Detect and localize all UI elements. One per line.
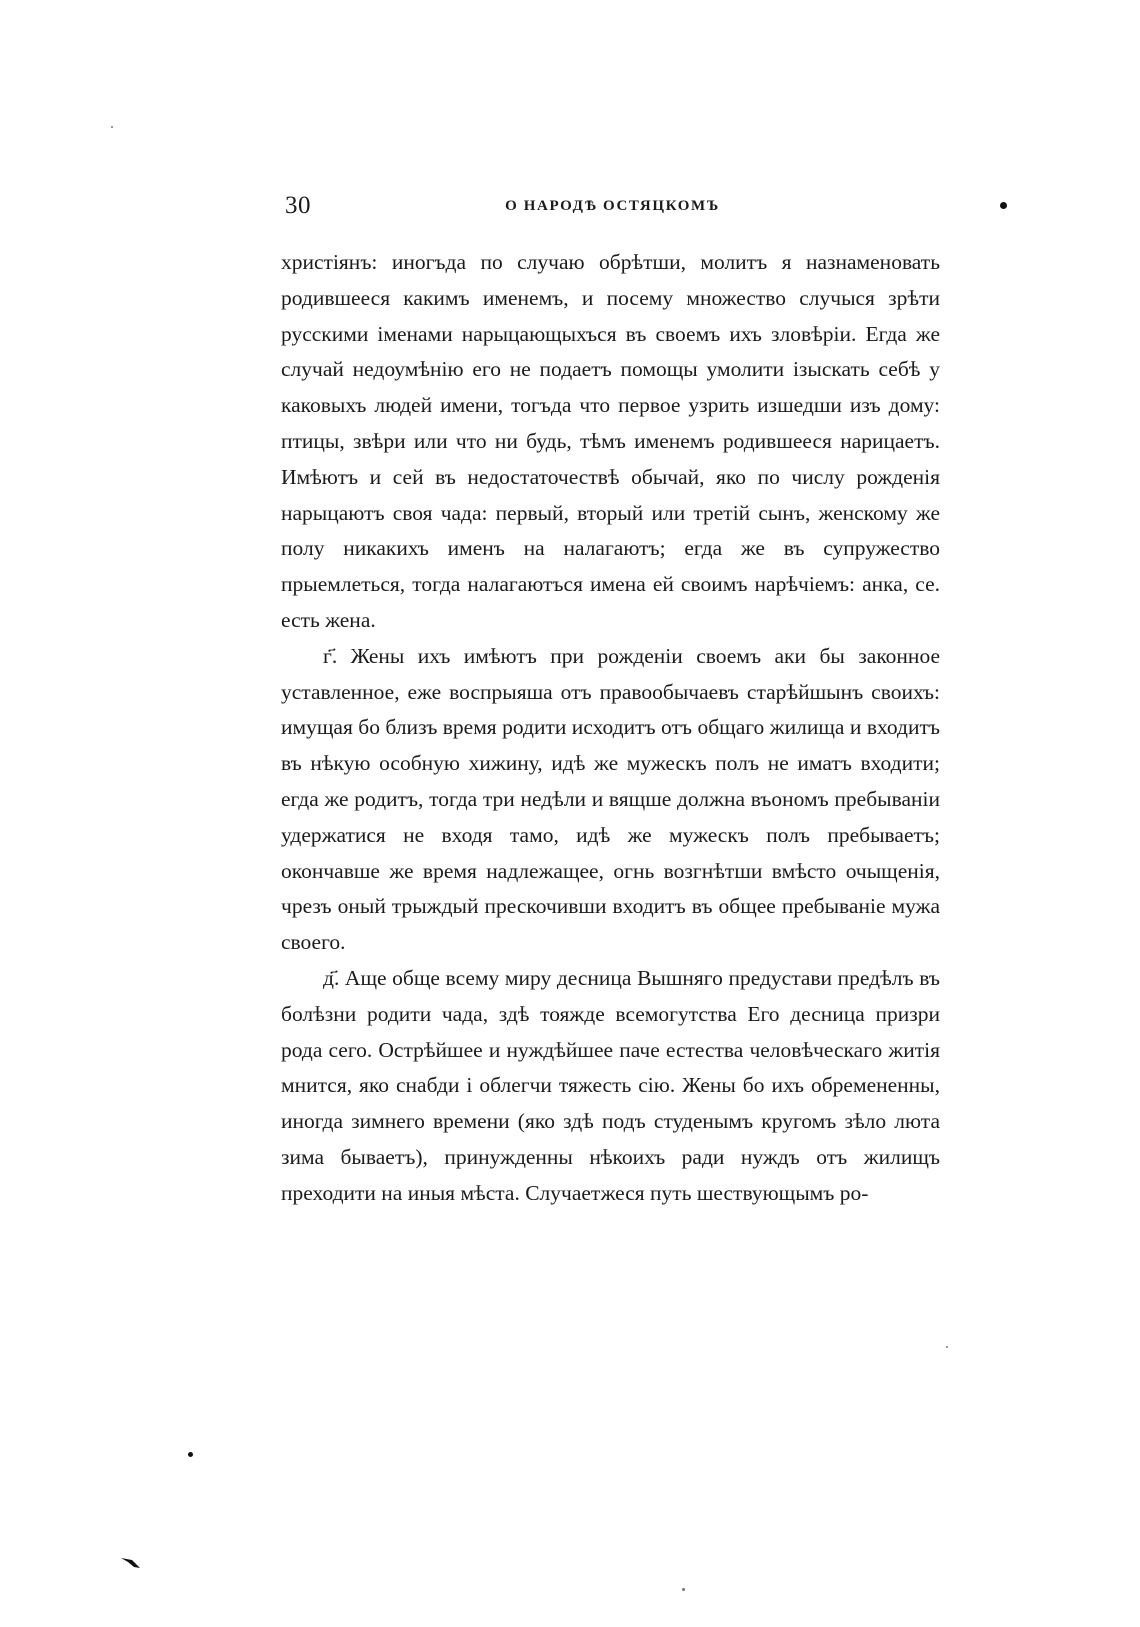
scan-speck <box>946 1346 948 1348</box>
scan-speck <box>682 1588 685 1591</box>
scan-corner-mark <box>120 1556 142 1570</box>
paragraph-continuation: христіянъ: иногъда по случаю обрѣтши, молитъ я назнаменовать родившееся какимъ именемъ, и посему множество случыся зрѣти русскими іменами нарыцающыхъся въ своемъ ихъ зловѣріи. Егда же случай недоумѣнію его не подаетъ помощы умолити ізыскать себѣ у каковыхъ людей имени, тогъда что первое узрить изшедши изъ дому: птицы, звѣри или что ни будь, тѣмъ именемъ родившееся нарицаетъ. Имѣютъ и сей въ недостаточествѣ обычай, яко по числу рожденія нарыцаютъ своя чада: первый, вторый или третій сынъ, женскому же полу никакихъ именъ на налагаютъ; егда же въ супружество прыемлеться, тогда налагаютъся имена ей своимъ нарѣчіемъ: анка, се. есть жена. <box>281 250 940 632</box>
scan-speck <box>111 126 113 128</box>
paragraph-section-g: г҃. Жены ихъ имѣютъ при рожденіи своемъ аки бы законное уставленное, еже воспрыяша отъ правообычаевъ старѣйшынъ своихъ: имущая бо близъ время родити исходитъ отъ общаго жилища и входитъ въ нѣкую особную хижину, идѣ же мужескъ полъ не иматъ входити; егда же родитъ, тогда три недѣли и вящше должна въономъ пребываніи удержатися не входя тамо, идѣ же мужескъ полъ пребываетъ; окончавше же время надлежащее, огнь возгнѣтши вмѣсто очыщенія, чрезъ оный трыждый прескочивши входитъ въ общее пребываніе мужа своего. <box>281 643 940 955</box>
page-header <box>285 192 940 228</box>
page-number: 30 <box>285 192 311 219</box>
scan-dot-bottom-left <box>188 1452 193 1457</box>
paragraph-section-d: д҃. Аще обще всему миру десница Вышняго предустави предѣлъ въ болѣзни родити чада, здѣ тояжде всемогутства Его десница призри рода сего. Острѣйшее и нуждѣйшее паче естества человѣческаго житія мнится, яко снабди і облегчи тяжесть сію. Жены бо ихъ обремененны, иногда зимнего времени (яко здѣ подъ студенымъ кругомъ зѣло люта зима бываетъ), принужденны нѣкоихъ ради нуждъ отъ жилищъ преходити на иныя мѣста. Случаетжеся путь шествующымъ ро- <box>281 965 940 1205</box>
body-text <box>281 245 940 1212</box>
scan-dot-top-right <box>1000 202 1007 209</box>
running-title: О НАРОДѢ ОСТЯЦКОМЪ <box>505 198 720 214</box>
